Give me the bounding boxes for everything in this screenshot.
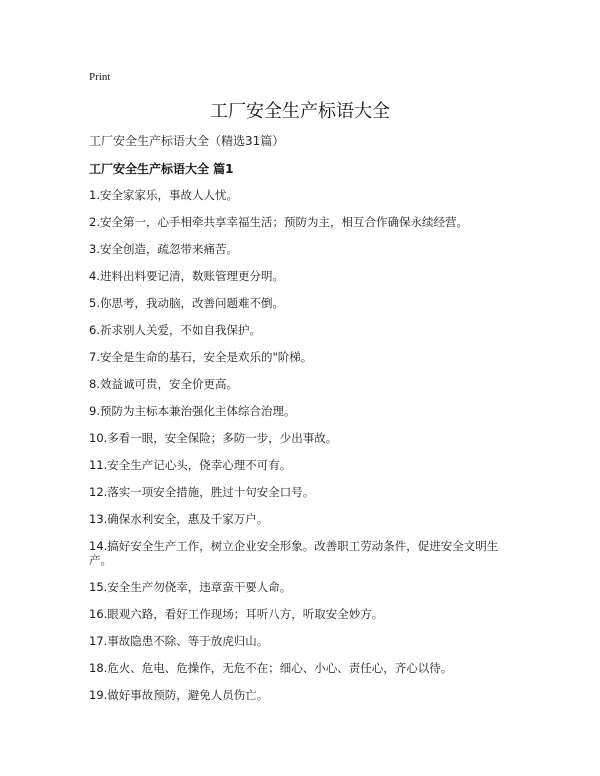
list-item: 6.祈求别人关爱，不如自我保护。: [89, 323, 261, 337]
list-item: 4.进料出料要记清，数账管理更分明。: [89, 269, 284, 283]
list-item: 8.效益诚可贵，安全价更高。: [89, 377, 238, 391]
print-link[interactable]: Print: [89, 71, 111, 83]
list-item: 15.安全生产勿侥幸，违章蛮干要人命。: [89, 580, 292, 594]
list-item: 11.安全生产记心头，侥幸心理不可有。: [89, 458, 292, 472]
list-item: 3.安全创造，疏忽带来痛苦。: [89, 242, 238, 256]
list-item: 14.搞好安全生产工作，树立企业安全形象。改善职工劳动条件，促进安全文明生产。: [89, 539, 499, 567]
slogan-list: [89, 188, 519, 715]
section-heading: 工厂安全生产标语大全 篇1: [89, 162, 234, 176]
list-item: 16.眼观六路，看好工作现场；耳听八方，听取安全妙方。: [89, 607, 384, 621]
list-item: 9.预防为主标本兼治强化主体综合治理。: [89, 404, 296, 418]
list-item: 19.做好事故预防，避免人员伤亡。: [89, 688, 269, 702]
list-item: 18.危火、危电、危操作，无危不在；细心、小心、责任心，齐心以待。: [89, 661, 453, 675]
list-item: 13.确保水利安全，惠及千家万户。: [89, 512, 269, 526]
list-item: 1.安全家家乐，事故人人忧。: [89, 188, 238, 202]
list-item: 12.落实一项安全措施，胜过十句安全口号。: [89, 485, 315, 499]
document-subtitle: 工厂安全生产标语大全（精选31篇）: [89, 134, 285, 148]
document-title: 工厂安全生产标语大全: [210, 101, 390, 122]
list-item: 10.多看一眼，安全保险；多防一步，少出事故。: [89, 431, 338, 445]
list-item: 7.安全是生命的基石，安全是欢乐的"阶梯。: [89, 350, 313, 364]
list-item: 5.你思考，我动脑，改善问题难不倒。: [89, 296, 284, 310]
list-item: 17.事故隐患不除、等于放虎归山。: [89, 634, 269, 648]
list-item: 2.安全第一，心手相牵共享幸福生活；预防为主，相互合作确保永续经营。: [89, 215, 468, 229]
